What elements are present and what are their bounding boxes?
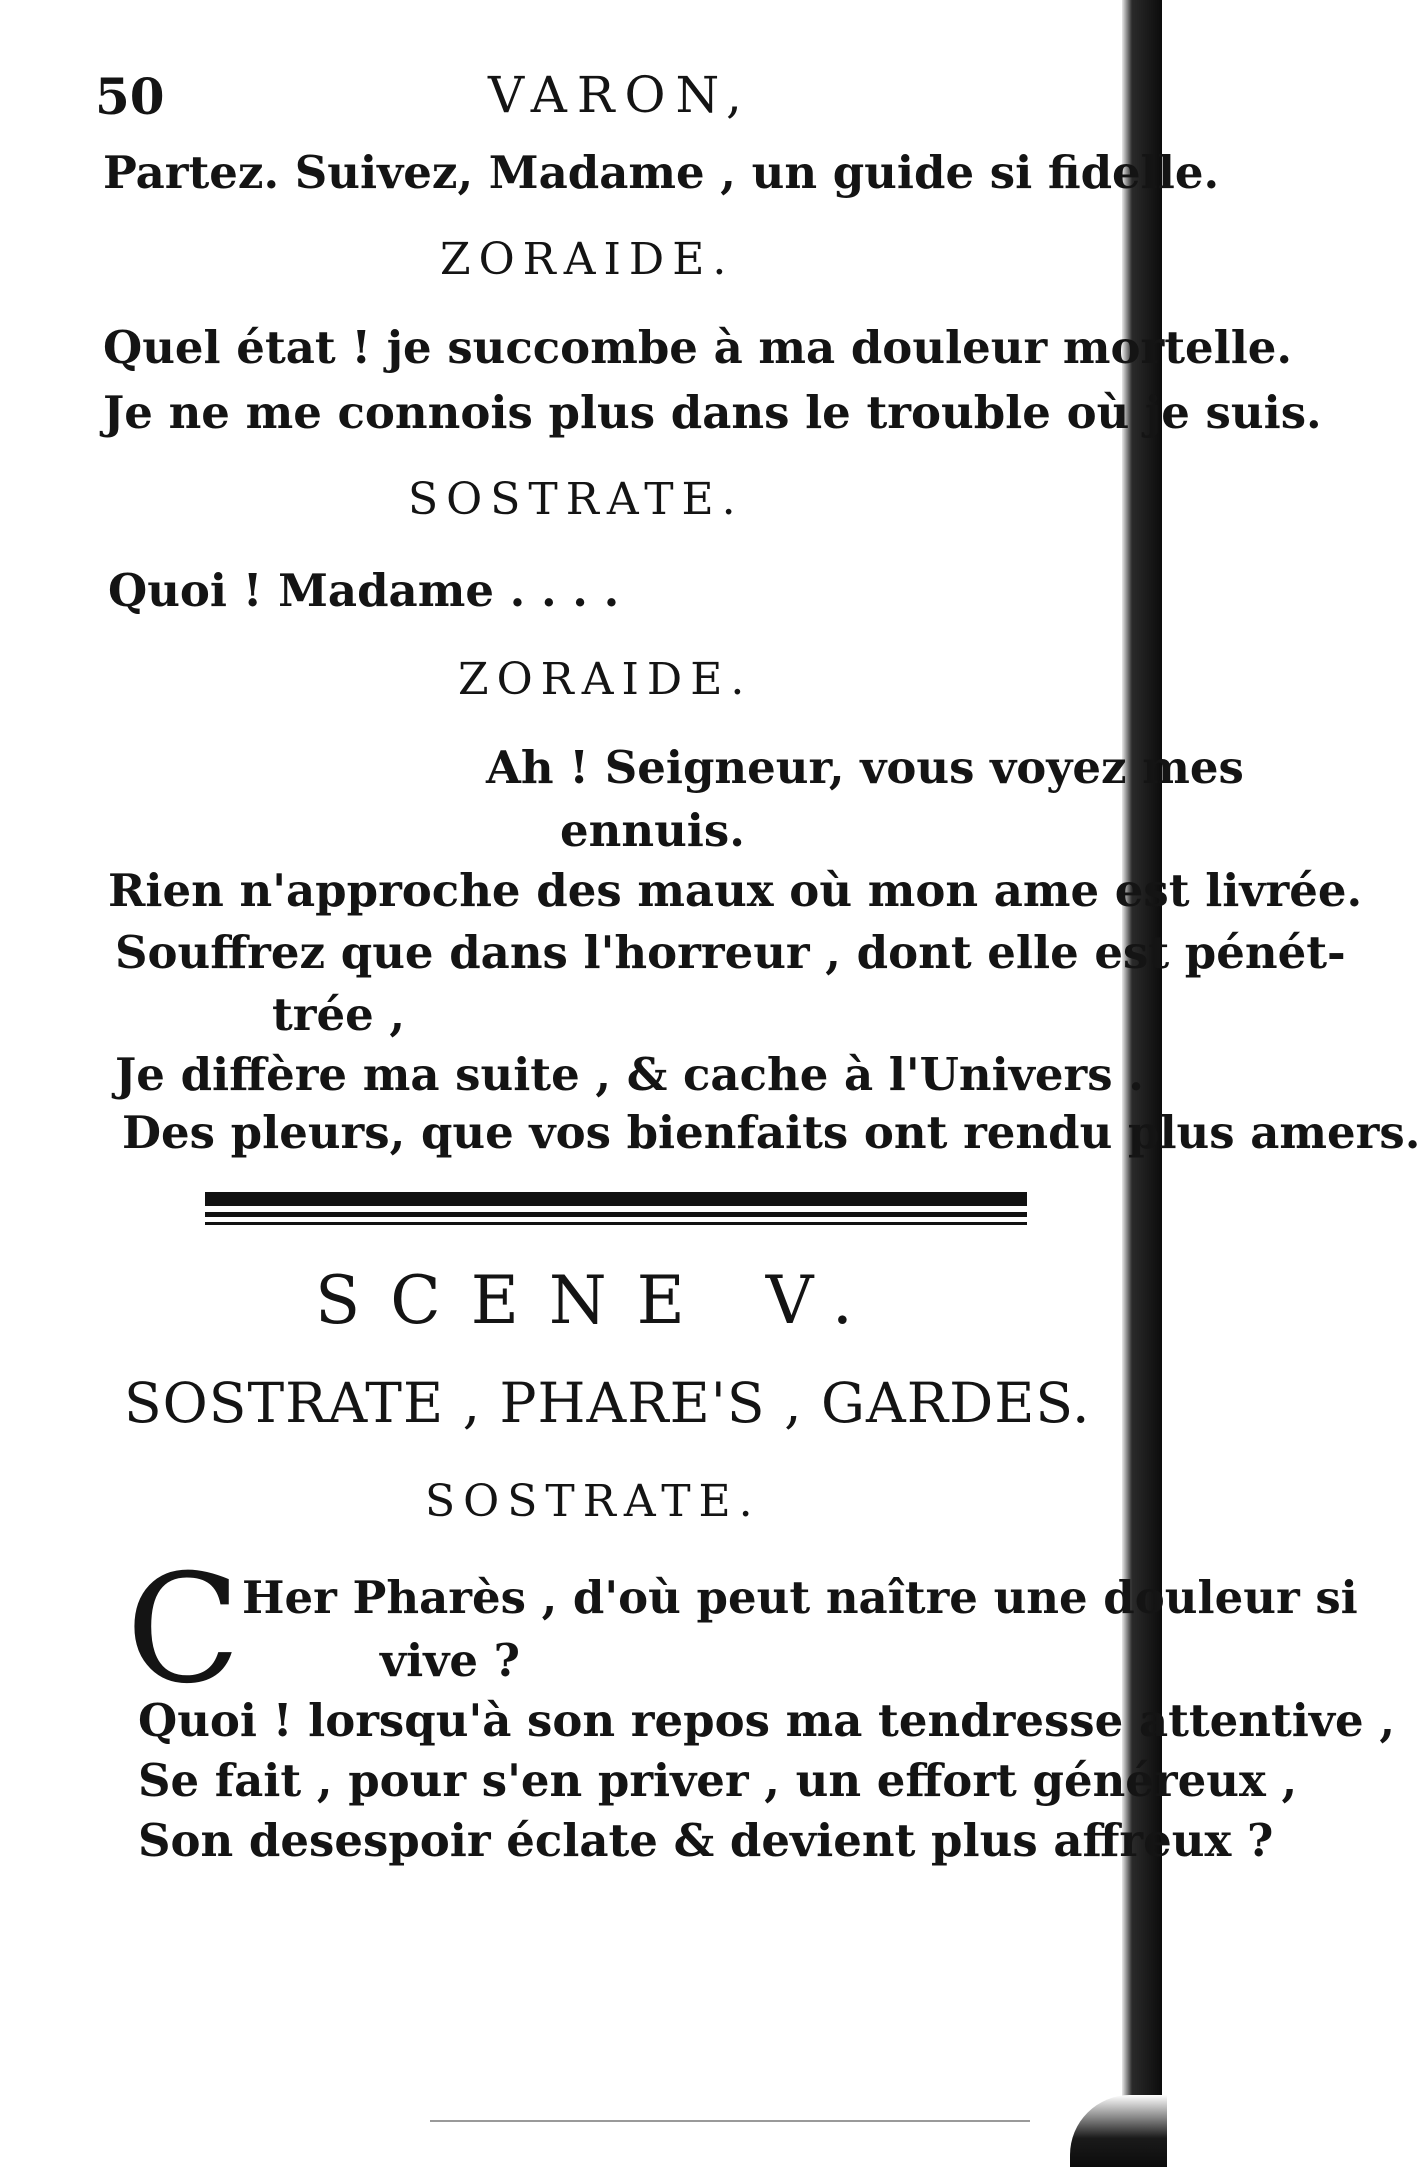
verse-line: Her Pharès , d'où peut naître une douleur si (242, 1571, 1358, 1624)
speaker-name: SOSTRATE. (425, 1476, 761, 1527)
book-spine-shadow-bottom (1070, 2095, 1167, 2167)
verse-line: Partez. Suivez, Madame , un guide si fidelle. (103, 146, 1220, 199)
verse-line-continuation: trée , (272, 988, 406, 1041)
scene-cast-list: SOSTRATE , PHARE'S , GARDES. (124, 1371, 1091, 1435)
verse-line: Rien n'approche des maux où mon ame est livrée. (108, 864, 1363, 917)
running-head: VARON, (488, 66, 752, 124)
verse-line: Je ne me connois plus dans le trouble où je suis. (103, 386, 1322, 439)
scene-heading: SCENE V. (315, 1262, 883, 1339)
speaker-name: ZORAIDE. (458, 654, 753, 705)
verse-line-continuation: vive ? (380, 1634, 521, 1687)
verse-line: Se fait , pour s'en priver , un effort généreux , (138, 1754, 1298, 1807)
verse-line: Des pleurs, que vos bienfaits ont rendu plus amers. (122, 1106, 1420, 1159)
scene-divider-rule (205, 1212, 1027, 1217)
verse-line: Quel état ! je succombe à ma douleur mortelle. (103, 321, 1293, 374)
verse-line: Je diffère ma suite , & cache à l'Univers . (115, 1048, 1144, 1101)
drop-cap: C (126, 1543, 241, 1717)
verse-line: Ah ! Seigneur, vous voyez mes (486, 741, 1244, 794)
verse-line: Son desespoir éclate & devient plus affreux ? (138, 1814, 1274, 1867)
verse-line: Souffrez que dans l'horreur , dont elle est pénét- (115, 926, 1346, 979)
speaker-name: SOSTRATE. (408, 474, 744, 525)
verse-line: Quoi ! Madame . . . . (108, 564, 620, 617)
verse-line-continuation: ennuis. (560, 804, 745, 857)
scene-divider-rule (205, 1222, 1027, 1225)
page-bottom-edge (430, 2120, 1030, 2122)
verse-line: Quoi ! lorsqu'à son repos ma tendresse attentive , (138, 1694, 1396, 1747)
scene-divider-rule (205, 1192, 1027, 1206)
speaker-name: ZORAIDE. (440, 234, 735, 285)
page-number: 50 (95, 67, 165, 126)
